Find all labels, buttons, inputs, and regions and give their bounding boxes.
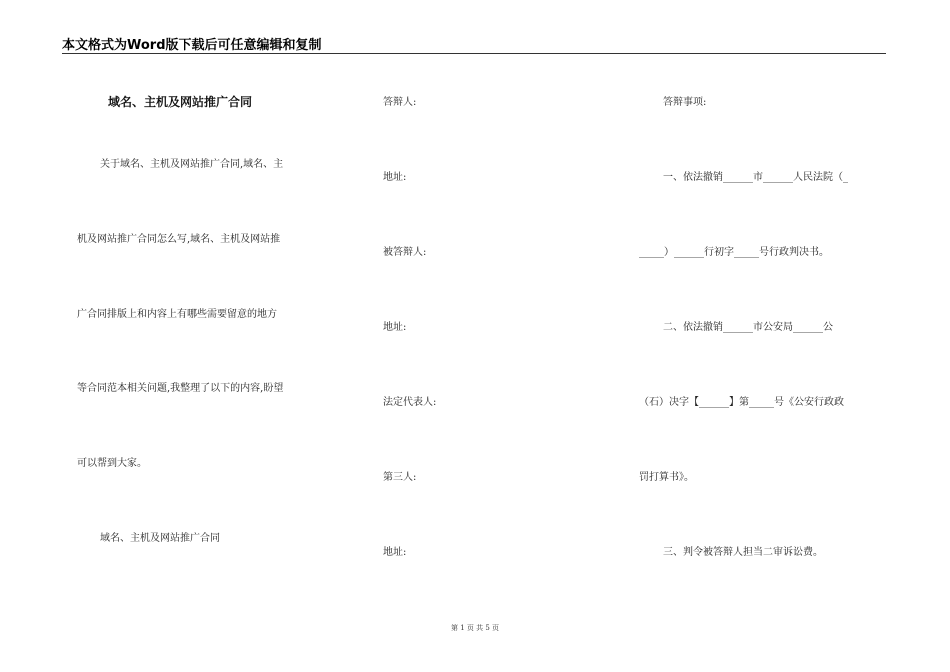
page-footer: 第 1 页 共 5 页 xyxy=(450,624,500,632)
field-label-appellee: 被答辩人: xyxy=(383,247,427,258)
defense-item-line: 三、判令被答辩人担当二审诉讼费。 xyxy=(663,547,823,558)
field-label-respondent: 答辩人: xyxy=(383,97,417,108)
page-header xyxy=(62,34,886,54)
field-label-address: 地址: xyxy=(383,547,407,558)
field-label-address: 地址: xyxy=(383,172,407,183)
defense-item-line: （石）决字【______】第_____号《公安行政政 xyxy=(639,397,844,408)
body-line: 广合同排版上和内容上有哪些需要留意的地方 xyxy=(77,309,277,320)
body-line: 可以帮到大家。 xyxy=(77,458,147,469)
field-label-legal-representative: 法定代表人: xyxy=(383,397,437,408)
field-label-third-party: 第三人: xyxy=(383,472,417,483)
document-title: 域名、主机及网站推广合同 xyxy=(108,95,253,109)
defense-item-line: 罚打算书》。 xyxy=(639,472,694,483)
section-heading: 域名、主机及网站推广合同 xyxy=(100,533,220,544)
defense-items-heading: 答辩事项: xyxy=(663,97,707,108)
field-label-address: 地址: xyxy=(383,322,407,333)
defense-item-line: 一、依法撤销______市______人民法院（_ xyxy=(663,172,848,183)
defense-item-line: _____）______行初字_____号行政判决书。 xyxy=(639,247,829,258)
body-line: 机及网站推广合同怎么写,域名、主机及网站推 xyxy=(77,234,281,245)
body-line: 关于域名、主机及网站推广合同,域名、主 xyxy=(100,159,284,170)
body-line: 等合同范本相关问题,我整理了以下的内容,盼望 xyxy=(77,383,284,394)
defense-item-line: 二、依法撤销______市公安局______公 xyxy=(663,322,833,333)
header-title: 本文格式为Word版下载后可任意编辑和复制 xyxy=(62,38,322,53)
